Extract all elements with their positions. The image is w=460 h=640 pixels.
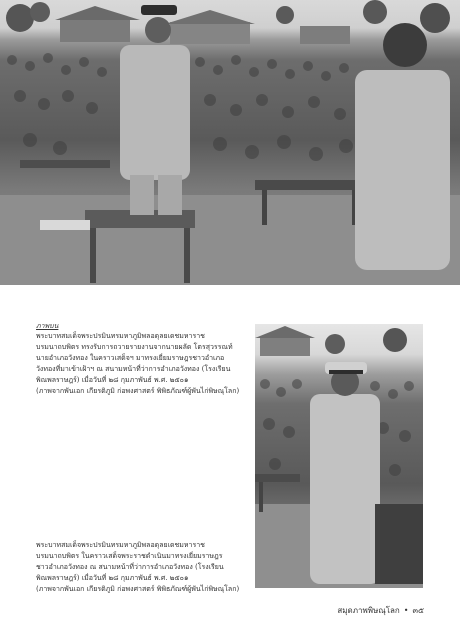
side-photograph [255,324,423,588]
top-photograph [0,0,460,285]
caption-side-photo: พระบาทสมเด็จพระปรมินทรมหาภูมิพลอดุลยเดชมหาราช บรมนาถบพิตร ในคราวเสด็จพระราชดำเนินมาทรงเยี่ยมราษฎร ชาวอำเภอวังทอง ณ สนามหน้าที่ว่าการอำเภอวังทอง (โรงเรียน พิณพลราษฎร์) เมื่อวันที่ ๒๘ กุมภาพันธ์ พ.ศ. ๒๕๐๑ (ภาพจากพันเอก เกียรติภูมิ ก่อพงศาสตร์ พิพิธภัณฑ์ผู้พันไก่พิษณุโลก) [36,541,240,593]
caption-label-top: ภาพบน [36,322,59,330]
page-footer [337,604,424,617]
top-photograph-scene [0,0,460,285]
book-title: สมุดภาพพิษณุโลก [337,606,400,615]
page-number: ๓๕ [412,606,424,615]
bullet-separator-icon: • [403,606,409,615]
caption-top-photo: พระบาทสมเด็จพระปรมินทรมหาภูมิพลอดุลยเดชมหาราช บรมนาถบพิตร ทรงรับการถวายรายงานจากนายผลัด โตรสุวรรณท์ นายอำเภอวังทอง ในคราวเสด็จฯ มาทรงเยี่ยมราษฎรชาวอำเภอ วังทองที่มาเข้าเฝ้าฯ ณ สนามหน้าที่ว่าการอำเภอวังทอง (โรงเรียน พิณพลราษฎร์) เมื่อวันที่ ๒๘ กุมภาพันธ์ พ.ศ. ๒๕๐๑ (ภาพจากพันเอก เกียรติภูมิ ก่อพงศาสตร์ พิพิธภัณฑ์ผู้พันไก่พิษณุโลก) [36,332,240,395]
side-photograph-scene [255,324,423,588]
